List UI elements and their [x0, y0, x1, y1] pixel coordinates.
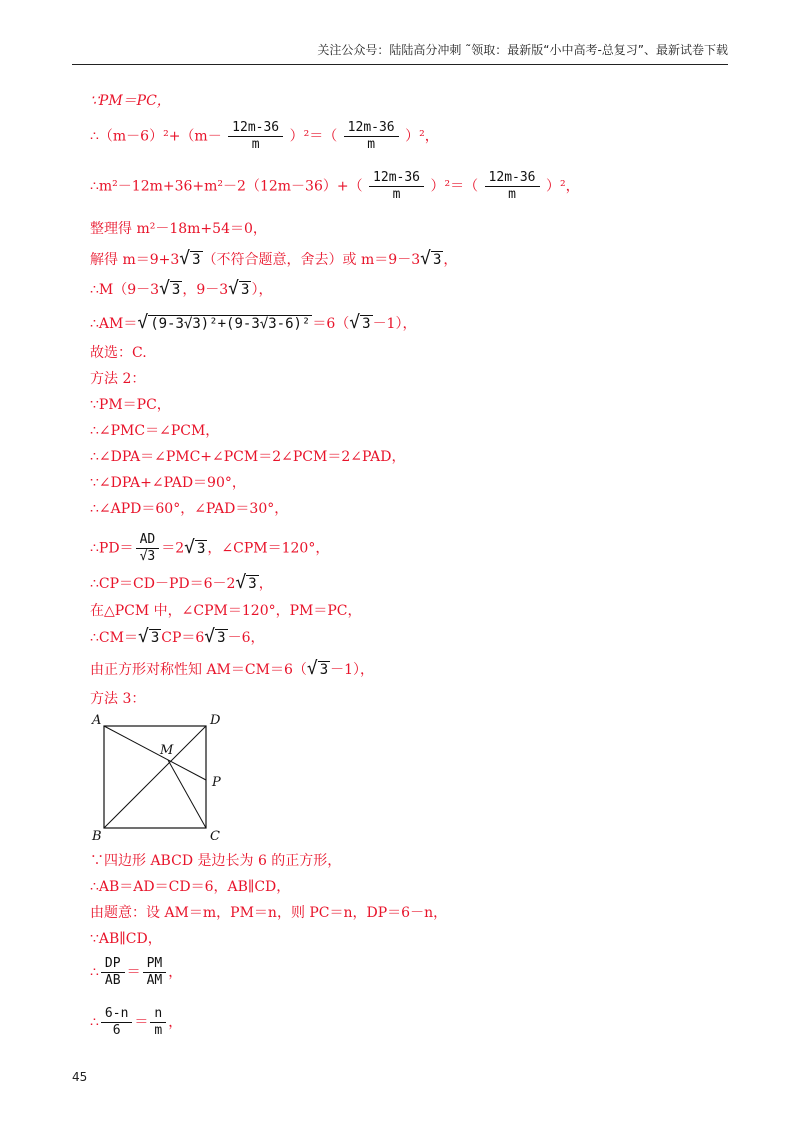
line-22: ∴AB＝AD＝CD＝6，AB∥CD， [90, 879, 291, 895]
fraction: $\frac{n}{m}$ [150, 1006, 166, 1039]
fraction: $\frac{PM}{AM}$ [143, 956, 167, 989]
line-9: 方法 2： [90, 371, 146, 387]
sqrt-3: √ 3 [349, 312, 371, 333]
line-16: ∴CP＝CD－PD＝6－2√ 3 ， [90, 572, 273, 593]
sqrt-3: √ 3 [184, 536, 206, 558]
line-18: ∴CM＝√ 3 CP＝6√ 3 －6， [90, 626, 265, 647]
sqrt-am: √ (9-3√3)²+(9-3√3-6)² [137, 312, 311, 333]
page-number: 45 [72, 1070, 88, 1084]
fraction: $\frac{DP}{AB}$ [101, 956, 125, 989]
line-5: 解得 m＝9+3√ 3 （不符合题意，舍去）或 m＝9－3√ 3 ， [90, 248, 458, 269]
sqrt-3: √ 3 [306, 658, 329, 679]
square-diagram [90, 712, 230, 842]
fraction: $\frac{6-n}{6}$ [101, 1006, 132, 1039]
line-13: ∵∠DPA+∠PAD＝90°， [90, 475, 246, 491]
line-15: ∴PD＝ $\frac{AD}{√3}$ ＝2√ 3 ，∠CPM＝120°， [90, 532, 330, 564]
line-24: ∵AB∥CD， [90, 931, 162, 947]
label-D: D [210, 713, 221, 728]
line-19: 由正方形对称性知 AM＝CM＝6（√ 3 －1）， [90, 658, 375, 679]
line-3: ∴m²－12m+36+m²－2（12m－36）+（ $\frac{12m-36}{m}$ ）²＝（ $\frac{12m-36}{m}$ ）²， [90, 170, 580, 202]
geometry-figure [90, 712, 230, 842]
line-25: ∴ $\frac{DP}{AB}$ ＝ $\frac{PM}{AM}$ ， [90, 956, 183, 988]
line-6: ∴M（9－3√ 3 ，9－3√ 3 ）， [90, 278, 273, 299]
fraction: $\frac{12m-36}{m}$ [228, 120, 283, 153]
line-10: ∵PM＝PC， [90, 397, 171, 413]
fraction: $\frac{12m-36}{m}$ [344, 120, 399, 153]
label-A: A [92, 713, 102, 728]
line-12: ∴∠DPA＝∠PMC+∠PCM＝2∠PCM＝2∠PAD， [90, 449, 406, 465]
line-17: 在△PCM 中，∠CPM＝120°，PM＝PC， [90, 603, 362, 619]
sqrt-3: √ 3 [420, 248, 442, 269]
sqrt-3: √ 3 [235, 572, 257, 593]
sqrt-3: √ 3 [159, 278, 181, 299]
label-B: B [92, 829, 102, 842]
line-7: ∴AM＝√ (9-3√3)²+(9-3√3-6)² ＝6（√ 3 －1）， [90, 312, 417, 333]
label-M: M [160, 743, 174, 758]
header-text: 关注公众号：陆陆高分冲刺 ˜领取：最新版“小中高考-总复习”、最新试卷下载 [317, 43, 728, 57]
page-header [72, 42, 728, 65]
line-14: ∴∠APD＝60°，∠PAD＝30°， [90, 501, 289, 517]
sqrt-3: √ 3 [204, 626, 226, 647]
line-8: 故选：C. [90, 345, 147, 361]
line-4: 整理得 m²－18m+54＝0， [90, 221, 267, 237]
line-2: ∴（m－6）²+（m－ $\frac{12m-36}{m}$ ）²＝（ $\frac{12m-36}{m}$ ）²， [90, 120, 439, 152]
sqrt-3: √ 3 [137, 626, 160, 647]
line-21: ∵四边形 ABCD 是边长为 6 的正方形， [90, 853, 342, 869]
fraction: $\frac{12m-36}{m}$ [485, 170, 540, 203]
line-11: ∴∠PMC＝∠PCM， [90, 423, 220, 439]
fraction: $\frac{AD}{√3}$ [136, 532, 160, 565]
label-C: C [210, 829, 220, 842]
sqrt-3: √ 3 [179, 248, 201, 269]
fraction: $\frac{12m-36}{m}$ [369, 170, 424, 203]
line-1: ∵PM＝PC， [90, 93, 171, 109]
line-20: 方法 3： [90, 691, 146, 707]
line-26: ∴ $\frac{6-n}{6}$ ＝ $\frac{n}{m}$ ， [90, 1006, 183, 1038]
sqrt-3: √ 3 [228, 278, 250, 299]
label-P: P [212, 775, 221, 790]
line-23: 由题意：设 AM＝m，PM＝n，则 PC＝n，DP＝6－n， [90, 905, 448, 921]
